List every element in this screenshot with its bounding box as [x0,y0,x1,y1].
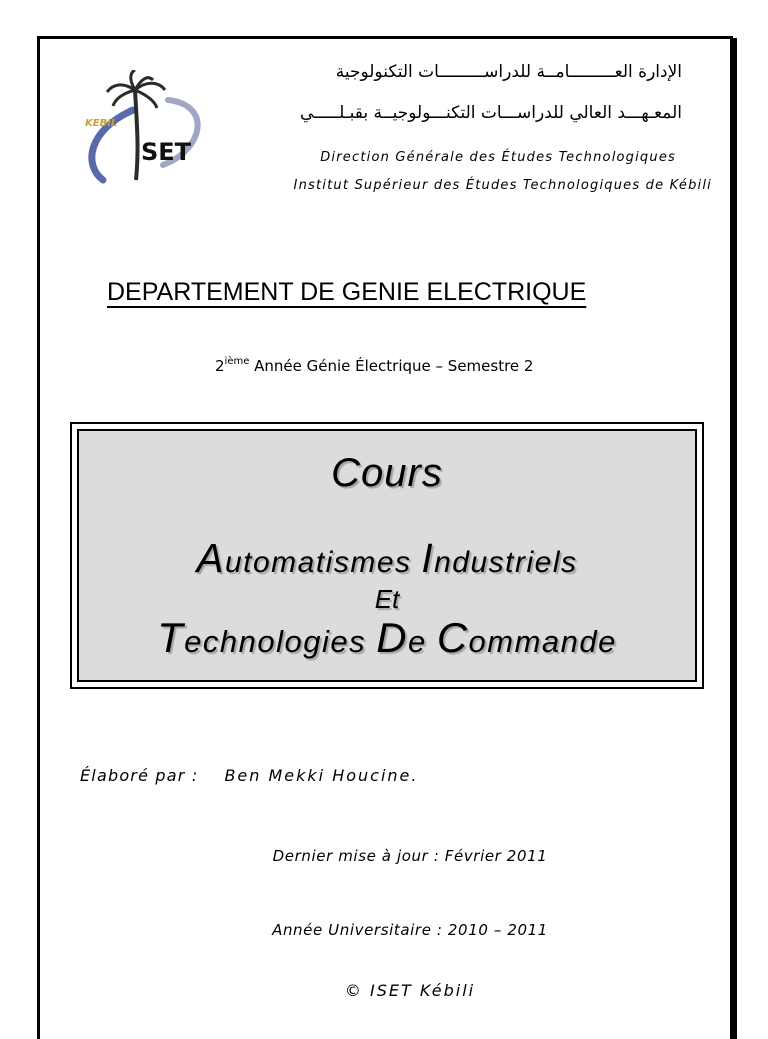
logo-set-text: SET [141,138,192,166]
course-title-line3: Technologies De Commande [157,614,617,661]
year-superscript: ième [224,356,250,367]
copyright: © ISET Kébili [344,981,476,1000]
arabic-directorate: الإدارة العـــــــــامــة للدراســـــــــات التكنولوجية [335,62,682,82]
year-rest: Année Génie Électrique – Semestre 2 [249,357,534,375]
institut-line: Institut Supérieur des Études Technologiques de Kébili [293,178,712,193]
year-number: 2 [215,357,225,375]
iset-logo [73,70,215,192]
author-label: Élaboré par : [80,766,199,785]
course-title-panel [77,429,697,682]
logo-kebil-text: KEBIL [85,118,118,129]
author-name: Ben Mekki Houcine. [224,766,419,785]
course-title-box [70,422,704,689]
arabic-institute: المعـهـــد العالي للدراســـات التكنـــولوجيــة بقبـلـــــي [300,103,682,123]
year-semester [215,356,533,375]
course-title-et: Et [374,584,400,614]
last-update: Dernier mise à jour : Février 2011 [272,847,548,865]
course-title-line1: Automatismes Industriels [196,535,578,581]
cours-heading: Cours [331,451,443,495]
department-title: DEPARTEMENT DE GENIE ELECTRIQUE [107,278,587,306]
author-line [80,766,418,785]
academic-year: Année Universitaire : 2010 – 2011 [272,921,548,939]
direction-line: Direction Générale des Études Technologiques [320,150,676,165]
